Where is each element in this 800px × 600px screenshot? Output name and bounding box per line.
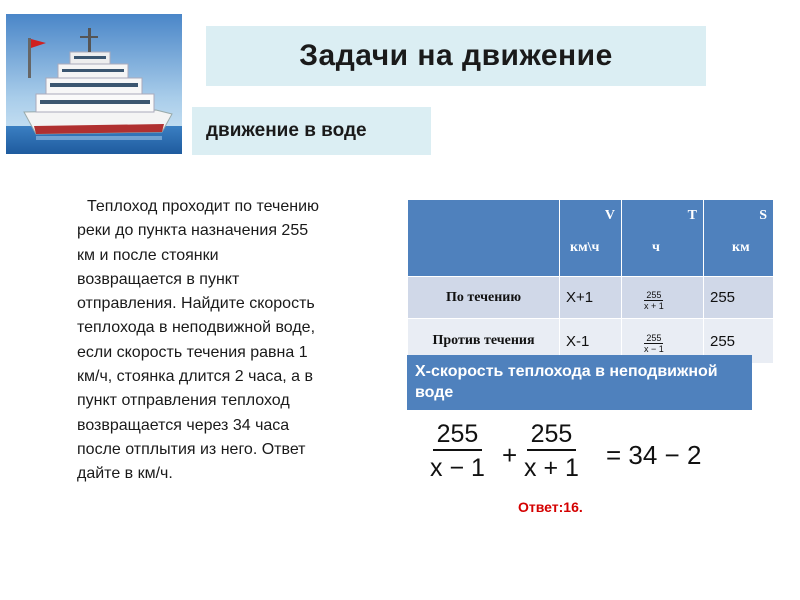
- page-subtitle: движение в воде: [206, 120, 367, 141]
- table-header-t: T ч: [622, 200, 704, 277]
- equation-rhs: = 34 − 2: [606, 440, 702, 470]
- subtitle-banner: [192, 107, 431, 155]
- problem-line: дайте в км/ч.: [77, 465, 173, 483]
- time-fraction: $\frac{255}{x + 1}$: [644, 289, 664, 311]
- problem-line: км и после стоянки: [77, 246, 219, 264]
- title-banner: [206, 26, 706, 86]
- table-header-empty: [408, 200, 560, 277]
- cell-speed: Х+1: [560, 277, 622, 319]
- row-label: Против течения: [408, 319, 560, 364]
- cell-distance: 255: [704, 319, 774, 364]
- ship-image: [6, 14, 182, 154]
- problem-line: пункт отправления теплоход: [77, 392, 290, 410]
- problem-line: возвращается в пункт: [77, 270, 240, 288]
- problem-line: отправления. Найдите скорость: [77, 295, 315, 313]
- variable-note: Х-скорость теплохода в неподвижной воде: [407, 355, 752, 410]
- problem-line: после отплытия из него. Ответ: [77, 440, 306, 458]
- cell-speed: Х-1: [560, 319, 622, 364]
- row-label: По течению: [408, 277, 560, 319]
- problem-line: км/ч, стоянка длится 2 часа, а в: [77, 368, 313, 386]
- problem-line: если скорость течения равна 1: [77, 343, 308, 361]
- problem-line: теплохода в неподвижной воде,: [77, 319, 316, 337]
- cell-time: [622, 277, 704, 319]
- problem-line: реки до пункта назначения 255: [77, 222, 309, 240]
- equation: [430, 420, 720, 490]
- table-header-row: [408, 200, 774, 277]
- equation-plus: +: [502, 440, 518, 470]
- problem-line: возвращается через 34 часа: [77, 416, 290, 434]
- problem-text: [77, 195, 379, 487]
- problem-line: Теплоход проходит по течению: [87, 198, 320, 215]
- page-title: Задачи на движение: [299, 39, 613, 72]
- table-header-s: S км: [704, 200, 774, 277]
- equation-fraction-1: 255 x − 1: [430, 420, 485, 482]
- motion-table: [407, 199, 773, 362]
- time-fraction: $\frac{255}{x - 1}$: [644, 333, 664, 354]
- table-header-v: V км\ч: [560, 200, 622, 277]
- equation-fraction-2: 255 x + 1: [524, 420, 579, 482]
- answer-text: Ответ:16.: [518, 499, 583, 515]
- cell-distance: 255: [704, 277, 774, 319]
- table-row: [408, 277, 774, 319]
